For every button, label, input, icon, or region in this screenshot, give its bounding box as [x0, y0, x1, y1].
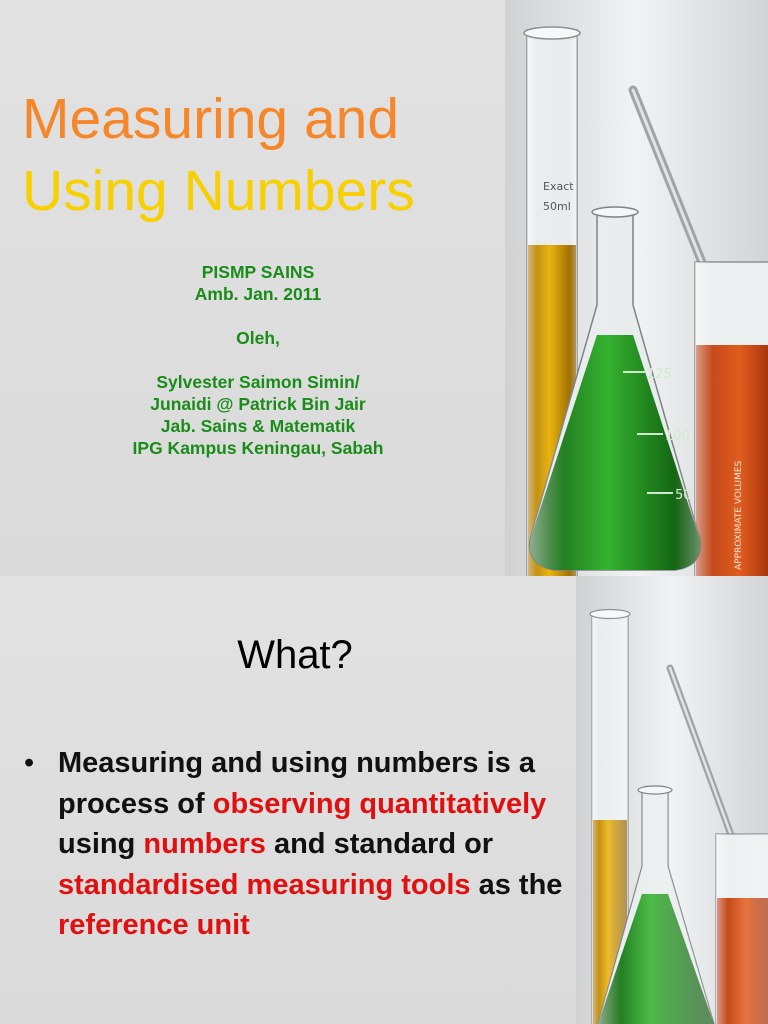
svg-text:50: 50: [675, 488, 692, 503]
svg-text:125: 125: [647, 367, 672, 382]
glassware-image-2: [576, 576, 768, 1024]
institution-text: IPG Kampus Keningau, Sabah: [132, 438, 384, 458]
svg-text:APPROXIMATE VOLUMES: APPROXIMATE VOLUMES: [734, 460, 744, 570]
svg-text:50ml: 50ml: [543, 200, 571, 213]
programme-text: PISMP SAINS: [201, 262, 315, 282]
glassware-image: [505, 0, 768, 576]
credits-block: [0, 261, 516, 459]
author-2-text: Junaidi @ Patrick Bin Jair: [150, 394, 366, 414]
highlight-numbers: numbers: [143, 828, 266, 860]
by-text: Oleh,: [236, 328, 280, 348]
bullet-text-4: as the: [478, 868, 563, 901]
slide-heading: What?: [237, 633, 353, 677]
highlight-tools: standardised measuring tools: [58, 868, 471, 901]
highlight-reference-unit: reference unit: [58, 909, 250, 941]
lab-glassware-photo-2: [576, 576, 768, 1024]
department-text: Jab. Sains & Matematik: [160, 416, 356, 436]
highlight-observing: observing quantitatively: [212, 787, 547, 820]
bullet-text: [58, 743, 574, 946]
slide-title: [22, 84, 492, 228]
bullet-icon: •: [24, 747, 35, 779]
svg-text:100: 100: [665, 429, 690, 444]
bullet-text-1: Measuring and using numbers is a process of: [58, 747, 535, 820]
bullet-text-3: and standard or: [273, 828, 494, 860]
svg-text:Exact: Exact: [543, 180, 574, 193]
bullet-point: [24, 743, 574, 946]
title-line-1: Measuring and: [22, 87, 400, 151]
intake-text: Amb. Jan. 2011: [194, 284, 322, 304]
title-line-2: Using Numbers: [22, 158, 415, 223]
lab-glassware-photo: [505, 0, 768, 576]
author-1-text: Sylvester Saimon Simin/: [156, 372, 360, 392]
bullet-text-2: using: [58, 828, 136, 860]
